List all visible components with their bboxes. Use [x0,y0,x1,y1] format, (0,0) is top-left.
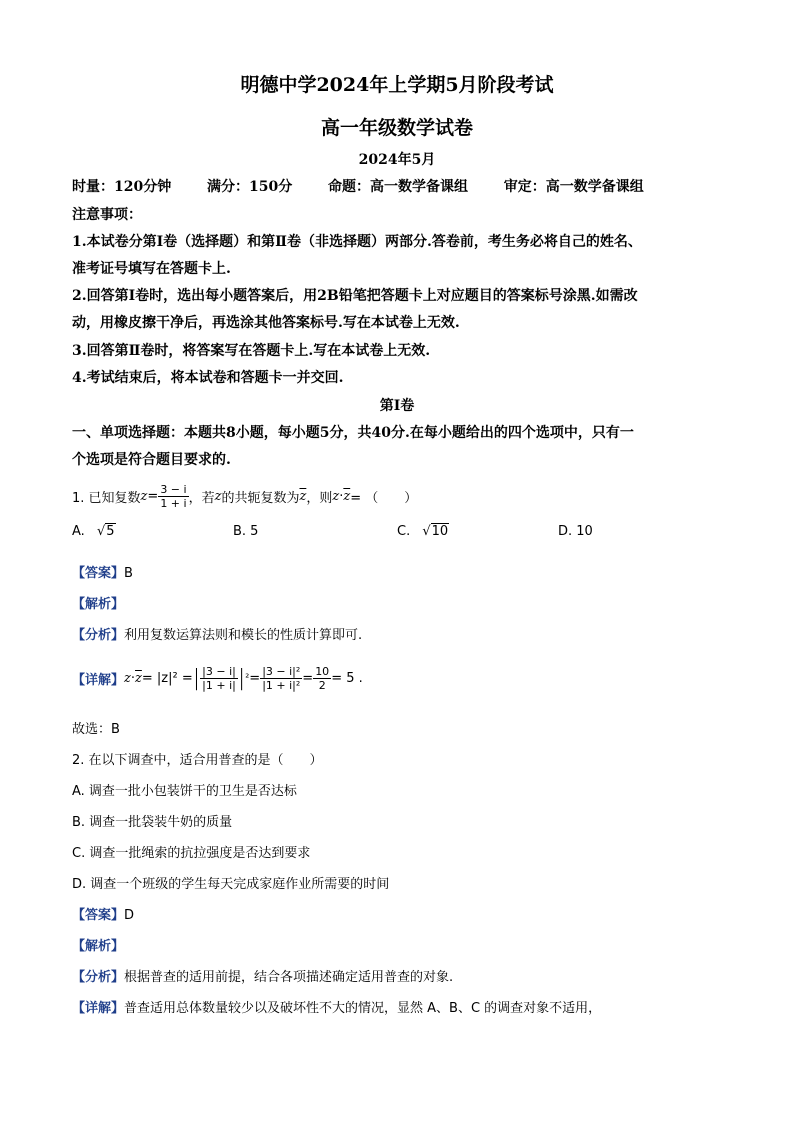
q1-detail-frac3 [313,665,331,692]
info-row [72,176,644,196]
q1-answer [72,562,133,581]
note-3: 3.回答第Ⅱ卷时，将答案写在答题卡上.写在本试卷上无效. [72,343,431,359]
q1-option-c-value: 10 [431,524,449,539]
q1-stem-mid2: 的共轭复数为 [221,490,300,506]
q1-fraction-num: 3 − i [160,482,187,496]
q1-stem-mid: ，若 [188,490,215,506]
q2-option-a: A. 调查一批小包装饼干的卫生是否达标 [72,784,297,799]
q1-detail-frac1 [200,665,238,692]
q1-equals: = [147,488,159,504]
info-review: 审定：高一数学备课组 [503,179,644,195]
note-2a: 2.回答第Ⅰ卷时，选出每小题答案后，用2B铅笔把答题卡上对应题目的答案标号涂黑.如需改 [72,288,638,304]
q1-fenxi [72,624,362,643]
q1-analysis-tag: 【解析】 [72,597,125,612]
q2-fenxi [72,966,453,985]
q1-option-a-value: 5 [106,524,115,539]
q1-detail-frac2-num: |3 − i|² [262,664,301,678]
q2-option-b: B. 调查一批袋装牛奶的质量 [72,815,233,830]
q1-detail-zbar: $\overline{z}$ [135,670,142,686]
q2-option-d: D. 调查一个班级的学生每天完成家庭作业所需要的时间 [72,877,390,892]
exam-title: 明德中学2024年上学期5月阶段考试 [240,74,554,96]
q1-var-z: z [140,488,148,504]
q1-stem [72,476,417,516]
q2-detail [72,997,601,1016]
note-2b: 动，用橡皮擦干净后，再选涂其他答案标号.写在本试卷上无效. [72,315,460,331]
volume-heading: 第Ⅰ卷 [379,398,415,414]
q1-detail-eq2: = [249,670,261,686]
q1-detail-frac2 [260,665,302,692]
q1-option-a: A. √5 [72,524,115,539]
q2-detail-tag: 【详解】 [72,1001,125,1016]
q1-var-zbar: $\overline{z}$ [299,488,307,504]
q1-detail-z: z [124,670,131,686]
q1-var-z3: z [332,488,340,504]
q1-detail-frac1-num: |3 − i| [202,664,236,678]
q1-option-d: D. 10 [558,524,593,539]
part-heading-a: 一、单项选择题：本题共8小题，每小题5分，共40分.在每小题给出的四个选项中，只有一 [72,425,634,441]
q1-detail-square: ² [245,672,250,684]
info-time: 时量：120分钟 [72,179,172,195]
q1-stem-end: ，则 [306,490,333,506]
info-author: 命题：高一数学备课组 [327,179,468,195]
q2-stem: 2. 在以下调查中，适合用普查的是（ ） [72,753,323,768]
q2-detail-text: 普查适用总体数量较少以及破坏性不大的情况，显然 A、B、C 的调查对象不适用， [124,1001,602,1016]
q1-var-zbar2: $\overline{z}$ [343,488,351,504]
note-1a: 1.本试卷分第Ⅰ卷（选择题）和第Ⅱ卷（非选择题）两部分.答卷前，考生务必将自己的姓名、 [72,234,642,250]
q2-fenxi-text: 根据普查的适用前提，结合各项描述确定适用普查的对象. [124,970,454,985]
exam-subtitle: 高一年级数学试卷 [320,117,473,139]
q1-option-a-label: A. [72,524,85,539]
q1-fraction-den: 1 + i [160,496,187,510]
q1-var-z2: z [214,488,222,504]
q1-detail-frac3-den: 2 [318,678,326,692]
q1-detail-frac3-num: 10 [315,664,330,678]
q1-detail-frac2-den: |1 + i|² [262,678,301,692]
q2-answer [72,904,134,923]
notes-heading: 注意事项： [72,207,142,223]
note-1b: 准考证号填写在答题卡上. [72,261,231,277]
q1-detail-tag: 【详解】 [72,672,125,688]
q2-analysis-tag: 【解析】 [72,939,125,954]
q1-answer-tag: 【答案】 [72,566,125,581]
q1-stem-pre: 1. 已知复数 [72,490,141,506]
q1-detail-dot: · [130,670,136,686]
q1-detail-frac1-den: |1 + i| [202,678,236,692]
q1-option-b: B. 5 [233,524,259,539]
note-4: 4.考试结束后，将本试卷和答题卡一并交回. [72,370,344,386]
q1-detail-expr1: = |z|² = [141,670,193,686]
q1-stem-eq: = （ ） [350,490,418,506]
q2-answer-value: D [124,908,135,923]
q1-dot: · [339,488,344,504]
q2-answer-tag: 【答案】 [72,908,125,923]
q1-option-c-label: C. [397,524,411,539]
exam-date: 2024年5月 [358,152,436,168]
q1-option-c: C. √10 [397,524,449,539]
q1-detail-eq3: = [302,670,314,686]
q2-fenxi-tag: 【分析】 [72,970,125,985]
q1-fenxi-text: 利用复数运算法则和模长的性质计算即可. [124,628,363,643]
q1-detail: 【详解】 z · $\overline{z}$ = |z|² = | $\frac{|3 - i|}{|1 + i|}$ | ² = $\frac{\text{|3 − i|²}}{\text{|1 + i|²}}$ = $\frac{10}{2}$ = 5 . [72,664,363,692]
part-heading-b: 个选项是符合题目要求的. [72,452,231,468]
q1-answer-value: B [124,566,133,581]
q1-detail-result: = 5 . [331,670,363,686]
q1-fenxi-tag: 【分析】 [72,628,125,643]
info-score: 满分：150分 [206,179,293,195]
q1-fraction [158,483,188,510]
q2-option-c: C. 调查一批绳索的抗拉强度是否达到要求 [72,846,311,861]
q1-conclusion: 故选：B [72,722,120,737]
